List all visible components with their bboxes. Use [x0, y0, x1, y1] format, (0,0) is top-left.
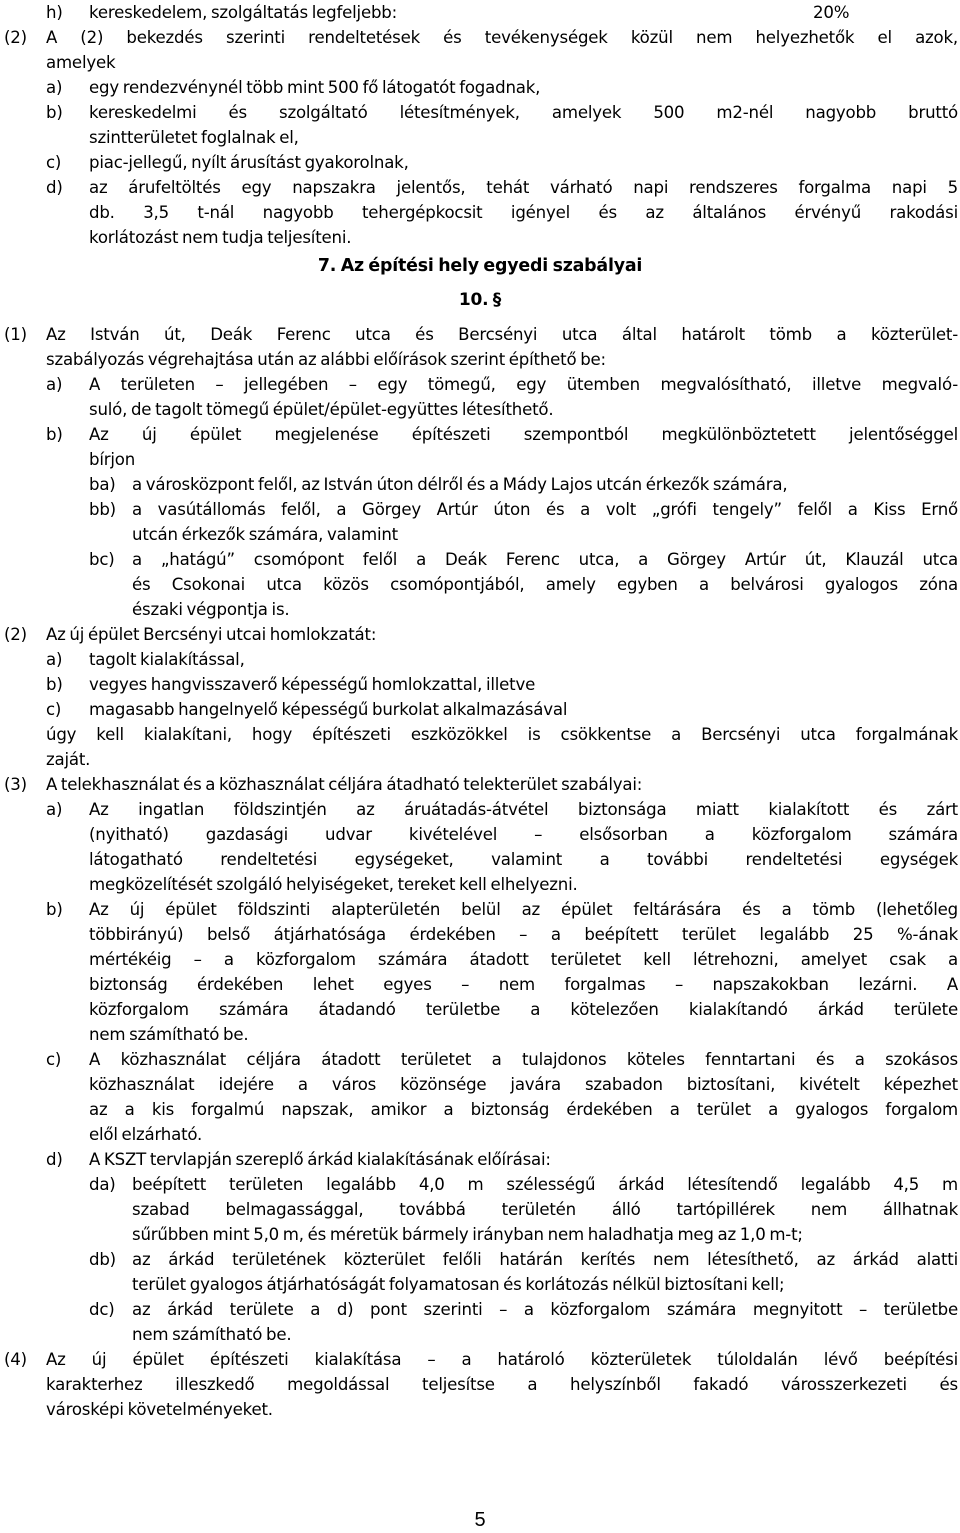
paragraph-line: A (2) bekezdés szerinti rendeltetések és tevékenységek közül nem helyezhetők el azok, — [46, 28, 958, 47]
paragraph-line: zaját. — [46, 750, 91, 769]
list-item-line: megközelítését szolgáló helyiségeket, tereket kell elhelyezni. — [89, 875, 578, 894]
paragraph-line: karakterhez illeszkedő megoldással teljesítse a helyszínből fakadó városszerkezeti és — [46, 1375, 958, 1394]
list-item-line: suló, de tagolt tömegű épület/épület-együttes létesíthető. — [89, 400, 554, 419]
list-item-label: d) — [46, 1150, 63, 1169]
paragraph-label: (3) — [4, 775, 27, 794]
list-item-label: b) — [46, 425, 63, 444]
list-item-label: a) — [46, 800, 63, 819]
sub-item-line: a vasútállomás felől, a Görgey Artúr úton és a volt „grófi tengely” felől a Kiss Ernő — [132, 500, 958, 519]
list-item-label: a) — [46, 78, 63, 97]
sub-item-line: az árkád területe a d) pont szerinti – a közforgalom számára megnyitott – területbe — [132, 1300, 958, 1319]
sub-item-line: északi végpontja is. — [132, 600, 290, 619]
list-item-label: b) — [46, 675, 63, 694]
paragraph-line: A telekhasználat és a közhasználat céljára átadható telekterület szabályai: — [46, 775, 643, 794]
list-item-line: elől elzárható. — [89, 1125, 203, 1144]
paragraph-label: (2) — [4, 625, 27, 644]
paragraph-label: (4) — [4, 1350, 27, 1369]
sub-item-line: és Csokonai utca közös csomópontjából, amely egyben a belvárosi gyalogos zóna — [132, 575, 958, 594]
list-item-line: magasabb hangelnyelő képességű burkolat alkalmazásával — [89, 700, 568, 719]
sub-item-label: bc) — [89, 550, 115, 569]
list-item-line: (nyitható) gazdasági udvar kivételével – elsősorban a közforgalom számára — [89, 825, 958, 844]
list-item-line: korlátozást nem tudja teljesíteni. — [89, 228, 352, 247]
paragraph-label: (2) — [4, 28, 27, 47]
list-item-label: c) — [46, 1050, 62, 1069]
page-number: 5 — [474, 1509, 486, 1531]
list-item-line: Az új épület földszinti alapterületén belül az épület feltárására és a tömb (lehetőleg — [89, 900, 958, 919]
list-item-line: közhasználat idejére a város közönsége javára szabadon biztosítani, kivételt képezhet — [89, 1075, 958, 1094]
paragraph-line: úgy kell kialakítani, hogy építészeti eszközökkel is csökkentse a Bercsényi utca forgalmának — [46, 725, 958, 744]
sub-item-label: da) — [89, 1175, 116, 1194]
list-item-line: látogatható rendeltetési egységeket, valamint a további rendeltetési egységek — [89, 850, 958, 869]
sub-item-line: utcán érkezők számára, valamint — [132, 525, 398, 544]
list-item-line: Az új épület megjelenése építészeti szempontból megkülönböztetett jelentőséggel — [89, 425, 958, 444]
paragraph-line: Az István út, Deák Ferenc utca és Bercsényi utca által határolt tömb a közterület- — [46, 325, 958, 344]
sub-item-line: az árkád területének közterület felőli határán kerítés nem létesíthető, az árkád alatti — [132, 1250, 958, 1269]
sub-item-label: ba) — [89, 475, 116, 494]
list-item-line: tagolt kialakítással, — [89, 650, 245, 669]
list-item-line: Az ingatlan földszintjén az áruátadás-átvétel biztonsága miatt kialakított és zárt — [89, 800, 958, 819]
paragraph-line: Az új épület építészeti kialakítása – a határoló közterületek túloldalán lévő beépítési — [46, 1350, 958, 1369]
sub-item-label: dc) — [89, 1300, 115, 1319]
sub-item-line: terület gyalogos átjárhatóságát folyamatosan és korlátozás nélkül biztosítani kell; — [132, 1275, 785, 1294]
list-item-line: vegyes hangvisszaverő képességű homlokzattal, illetve — [89, 675, 536, 694]
sub-item-label: bb) — [89, 500, 116, 519]
paragraph-line: Az új épület Bercsényi utcai homlokzatát: — [46, 625, 377, 644]
list-item-line: az árufeltöltés egy napszakra jelentős, tehát várható napi rendszeres forgalma napi 5 — [89, 178, 958, 197]
percent-value: 20% — [813, 3, 850, 22]
list-item-line: szintterületet foglalnak el, — [89, 128, 299, 147]
list-item-line: egy rendezvénynél több mint 500 fő látogatót fogadnak, — [89, 78, 541, 97]
list-item-line: db. 3,5 t-nál nagyobb tehergépkocsit igényel és az általános érvényű rakodási — [89, 203, 958, 222]
list-item-line: piac-jellegű, nyílt árusítást gyakorolnak, — [89, 153, 409, 172]
list-item-label: a) — [46, 650, 63, 669]
sub-item-line: szabad belmagassággal, továbbá területén álló tartópillérek nem állhatnak — [132, 1200, 958, 1219]
paragraph-line: szabályozás végrehajtása után az alábbi előírások szerint építhető be: — [46, 350, 606, 369]
sub-item-line: a „hatágú” csomópont felől a Deák Ferenc utca, a Görgey Artúr út, Klauzál utca — [132, 550, 958, 569]
list-item-label: c) — [46, 700, 62, 719]
list-item-label: d) — [46, 178, 63, 197]
sub-item-line: a városközpont felől, az István úton délről és a Mády Lajos utcán érkezők számára, — [132, 475, 788, 494]
item-text: kereskedelem, szolgáltatás legfeljebb: — [89, 3, 398, 22]
section-title: 10. § — [458, 290, 502, 310]
chapter-title: 7. Az építési hely egyedi szabályai — [317, 256, 643, 276]
list-item-line: nem számítható be. — [89, 1025, 249, 1044]
list-item-line: az a kis forgalmú napszak, amikor a biztonság érdekében a terület a gyalogos forgalom — [89, 1100, 958, 1119]
paragraph-line: amelyek — [46, 53, 116, 72]
list-item-line: biztonság érdekében lehet egyes – nem forgalmas – napszakokban lezárni. A — [89, 975, 958, 994]
sub-item-label: db) — [89, 1250, 116, 1269]
paragraph-label: (1) — [4, 325, 27, 344]
list-item-line: kereskedelmi és szolgáltató létesítmények, amelyek 500 m2-nél nagyobb bruttó — [89, 103, 958, 122]
list-item-line: A KSZT tervlapján szereplő árkád kialakításának előírásai: — [89, 1150, 551, 1169]
sub-item-line: beépített területen legalább 4,0 m szélességű árkád létesítendő legalább 4,5 m — [132, 1175, 958, 1194]
list-item-line: A közhasználat céljára átadott területet a tulajdonos köteles fenntartani és a szokásos — [89, 1050, 958, 1069]
list-item-label: a) — [46, 375, 63, 394]
list-item-line: mértékéig – a közforgalom számára átadott területet kell létrehozni, amelyet csak a — [89, 950, 958, 969]
list-item-line: többirányú) belső átjárhatósága érdekében – a beépített terület legalább 25 %-ának — [89, 925, 958, 944]
list-item-line: bírjon — [89, 450, 136, 469]
list-item-label: c) — [46, 153, 62, 172]
list-item-line: A területen – jellegében – egy tömegű, egy ütemben megvalósítható, illetve megvaló- — [89, 375, 958, 394]
list-item-label: b) — [46, 103, 63, 122]
list-item-label: b) — [46, 900, 63, 919]
item-label: h) — [46, 3, 63, 22]
sub-item-line: nem számítható be. — [132, 1325, 292, 1344]
sub-item-line: sűrűbben mint 5,0 m, és méretük bármely irányban nem haladhatja meg az 1,0 m-t; — [132, 1225, 803, 1244]
list-item-line: közforgalom számára átadandó területbe a kötelezően kialakítandó árkád területe — [89, 1000, 958, 1019]
paragraph-line: városképi követelményeket. — [46, 1400, 273, 1419]
